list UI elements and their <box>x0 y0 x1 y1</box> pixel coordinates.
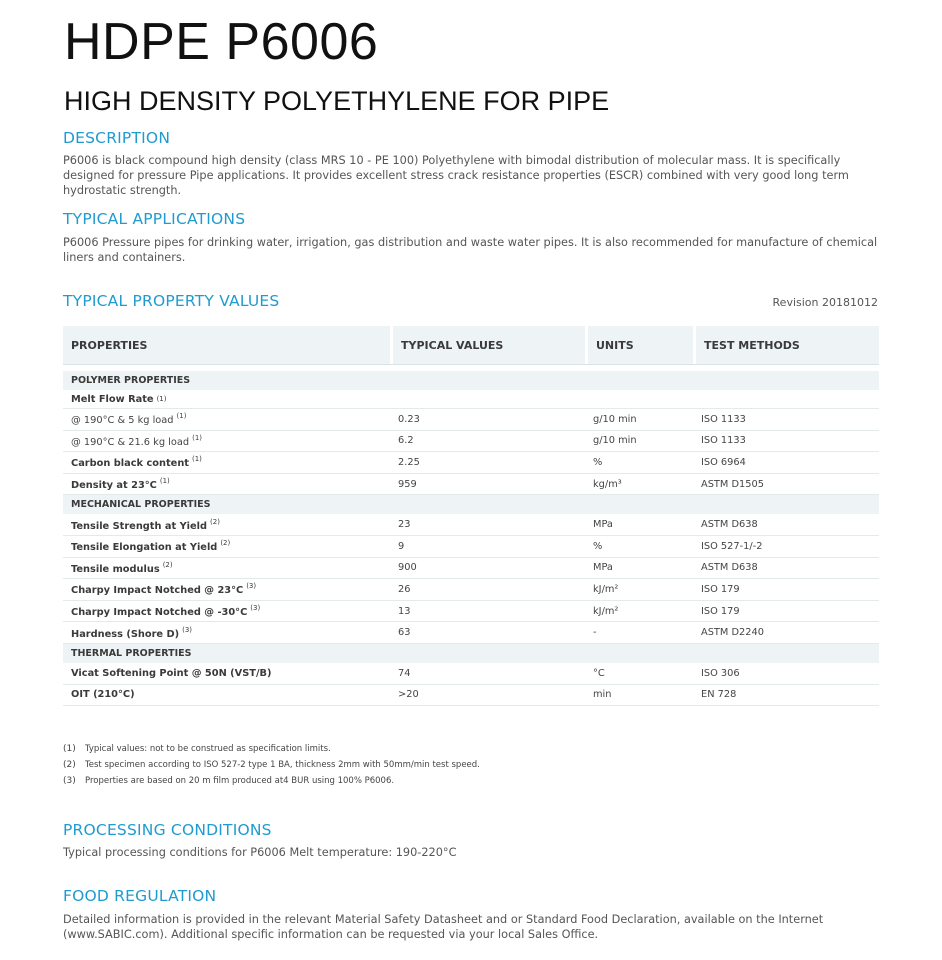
property-name-cell <box>63 539 390 553</box>
property-value: 959 <box>398 478 417 490</box>
property-value: 900 <box>398 562 417 574</box>
test-method: ISO 1133 <box>701 413 746 425</box>
test-method: ASTM D638 <box>701 519 758 531</box>
footnote-ref: (3) <box>246 582 257 591</box>
food-text: Detailed information is provided in the relevant Material Safety Datasheet and or Standard Food Declaration, available on the Internet (www.SABIC.com). Additional specific information can be requested via your local Sales Office. <box>63 913 824 941</box>
footnotes <box>63 741 480 789</box>
property-unit: kJ/m² <box>593 583 619 595</box>
property-value: 6.2 <box>398 435 414 447</box>
description-heading: DESCRIPTION <box>63 129 171 147</box>
table-row <box>63 685 879 707</box>
property-name: Carbon black content <box>71 458 189 470</box>
footnote-ref: (1) <box>192 433 203 442</box>
property-value: 74 <box>398 667 411 679</box>
footnote-ref: (1) <box>159 477 170 486</box>
test-method: ISO 306 <box>701 667 740 679</box>
thermal-rows <box>63 663 879 706</box>
footnote-ref: (1) <box>156 395 167 403</box>
table-row <box>63 536 879 558</box>
property-name: Density at 23°C <box>71 480 157 492</box>
property-value: 0.23 <box>398 413 420 425</box>
property-value: 63 <box>398 627 411 639</box>
polymer-rows <box>63 409 879 495</box>
melt-flow-label: Melt Flow Rate <box>71 393 154 405</box>
applications-heading: TYPICAL APPLICATIONS <box>63 210 246 228</box>
property-unit: MPa <box>593 519 613 531</box>
property-unit: min <box>593 689 612 701</box>
property-unit: °C <box>593 667 605 679</box>
property-name-cell <box>63 434 390 448</box>
processing-text: Typical processing conditions for P6006 Melt temperature: 190-220°C <box>63 846 457 859</box>
footnote <box>63 757 480 773</box>
footnote-ref: (1) <box>176 412 187 421</box>
test-method: ASTM D1505 <box>701 478 764 490</box>
property-name: @ 190°C & 5 kg load <box>71 415 174 427</box>
processing-heading: PROCESSING CONDITIONS <box>63 821 272 839</box>
property-unit: % <box>593 456 603 468</box>
property-value: 23 <box>398 519 411 531</box>
footnote-number: (2) <box>63 760 76 770</box>
table-header <box>63 326 879 365</box>
footnote-text: Test specimen according to ISO 527-2 type 1 BA, thickness 2mm with 50mm/min test speed. <box>85 760 480 770</box>
property-name: Tensile Elongation at Yield <box>71 542 218 554</box>
footnote-text: Typical values: not to be construed as specification limits. <box>85 744 331 754</box>
revision-label: Revision 20181012 <box>772 296 878 309</box>
property-value: 2.25 <box>398 456 420 468</box>
document-subtitle: HIGH DENSITY POLYETHYLENE FOR PIPE <box>64 86 610 116</box>
column-header: TYPICAL VALUES <box>390 326 585 364</box>
property-unit: kJ/m² <box>593 605 619 617</box>
test-method: ASTM D2240 <box>701 627 764 639</box>
property-name: Tensile modulus <box>71 563 160 575</box>
test-method: ASTM D638 <box>701 562 758 574</box>
table-row <box>63 409 879 431</box>
footnote-ref: (3) <box>250 604 261 613</box>
test-method: EN 728 <box>701 689 737 701</box>
applications-text: P6006 Pressure pipes for drinking water, irrigation, gas distribution and waste water pipes. It is also recommended for manufacture of chemical liners and containers. <box>63 236 878 264</box>
table-row <box>63 663 879 685</box>
property-value: 26 <box>398 583 411 595</box>
footnote <box>63 773 480 789</box>
footnote-ref: (2) <box>162 560 173 569</box>
table-row <box>63 452 879 474</box>
property-value: >20 <box>398 689 419 701</box>
property-value: 13 <box>398 605 411 617</box>
property-name: Vicat Softening Point @ 50N (VST/B) <box>71 667 272 679</box>
property-name-cell <box>63 412 390 426</box>
table-row <box>63 514 879 536</box>
property-name: @ 190°C & 21.6 kg load <box>71 436 190 448</box>
footnote <box>63 741 480 757</box>
footnote-number: (3) <box>63 776 76 786</box>
table-row <box>63 474 879 496</box>
food-heading: FOOD REGULATION <box>63 887 217 905</box>
test-method: ISO 179 <box>701 605 740 617</box>
property-name-cell <box>63 455 390 469</box>
property-name-cell <box>63 477 390 491</box>
document-title: HDPE P6006 <box>64 13 379 71</box>
footnote-ref: (1) <box>191 455 202 464</box>
property-name-cell <box>63 518 390 532</box>
property-unit: g/10 min <box>593 435 637 447</box>
property-unit: - <box>593 627 597 639</box>
test-method: ISO 6964 <box>701 456 746 468</box>
property-value: 9 <box>398 540 405 552</box>
melt-flow-row <box>63 390 879 409</box>
property-unit: MPa <box>593 562 613 574</box>
mechanical-rows <box>63 514 879 644</box>
table-row <box>63 601 879 623</box>
footnote-text: Properties are based on 20 m film produced at4 BUR using 100% P6006. <box>85 776 395 786</box>
test-method: ISO 527-1/-2 <box>701 540 763 552</box>
property-name-cell <box>63 689 390 700</box>
property-name: Hardness (Shore D) <box>71 628 180 640</box>
section-row-mechanical: MECHANICAL PROPERTIES <box>63 495 879 514</box>
table-row <box>63 431 879 453</box>
property-name: Charpy Impact Notched @ 23°C <box>71 585 244 597</box>
footnote-ref: (3) <box>182 625 193 634</box>
property-name: Tensile Strength at Yield <box>71 520 208 532</box>
property-table <box>63 326 879 706</box>
column-header: UNITS <box>585 326 693 364</box>
column-header: TEST METHODS <box>693 326 879 364</box>
property-name: Charpy Impact Notched @ -30°C <box>71 607 248 619</box>
footnote-ref: (2) <box>210 517 220 526</box>
section-row-thermal: THERMAL PROPERTIES <box>63 644 879 663</box>
property-name-cell <box>63 626 390 640</box>
description-text: P6006 is black compound high density (class MRS 10 - PE 100) Polyethylene with bimodal distribution of molecular mass. It is specifically designed for pressure Pipe applications. It provides excellent stress crack resistance properties (ESCR) combined with very good long term hydrostatic strength. <box>63 154 849 197</box>
test-method: ISO 179 <box>701 583 740 595</box>
property-unit: g/10 min <box>593 413 637 425</box>
property-name-cell <box>63 561 390 575</box>
footnote-number: (1) <box>63 744 76 754</box>
footnote-ref: (2) <box>220 539 231 548</box>
property-name-cell <box>63 582 390 596</box>
table-row <box>63 558 879 580</box>
section-row-polymer: POLYMER PROPERTIES <box>63 371 879 390</box>
table-row <box>63 622 879 644</box>
properties-heading: TYPICAL PROPERTY VALUES <box>63 292 280 310</box>
table-row <box>63 579 879 601</box>
property-name-cell <box>63 604 390 618</box>
column-header: PROPERTIES <box>71 338 148 352</box>
test-method: ISO 1133 <box>701 435 746 447</box>
property-unit: kg/m³ <box>593 478 622 490</box>
property-name: OIT (210°C) <box>71 689 135 701</box>
property-name-cell <box>63 668 390 679</box>
property-unit: % <box>593 540 603 552</box>
